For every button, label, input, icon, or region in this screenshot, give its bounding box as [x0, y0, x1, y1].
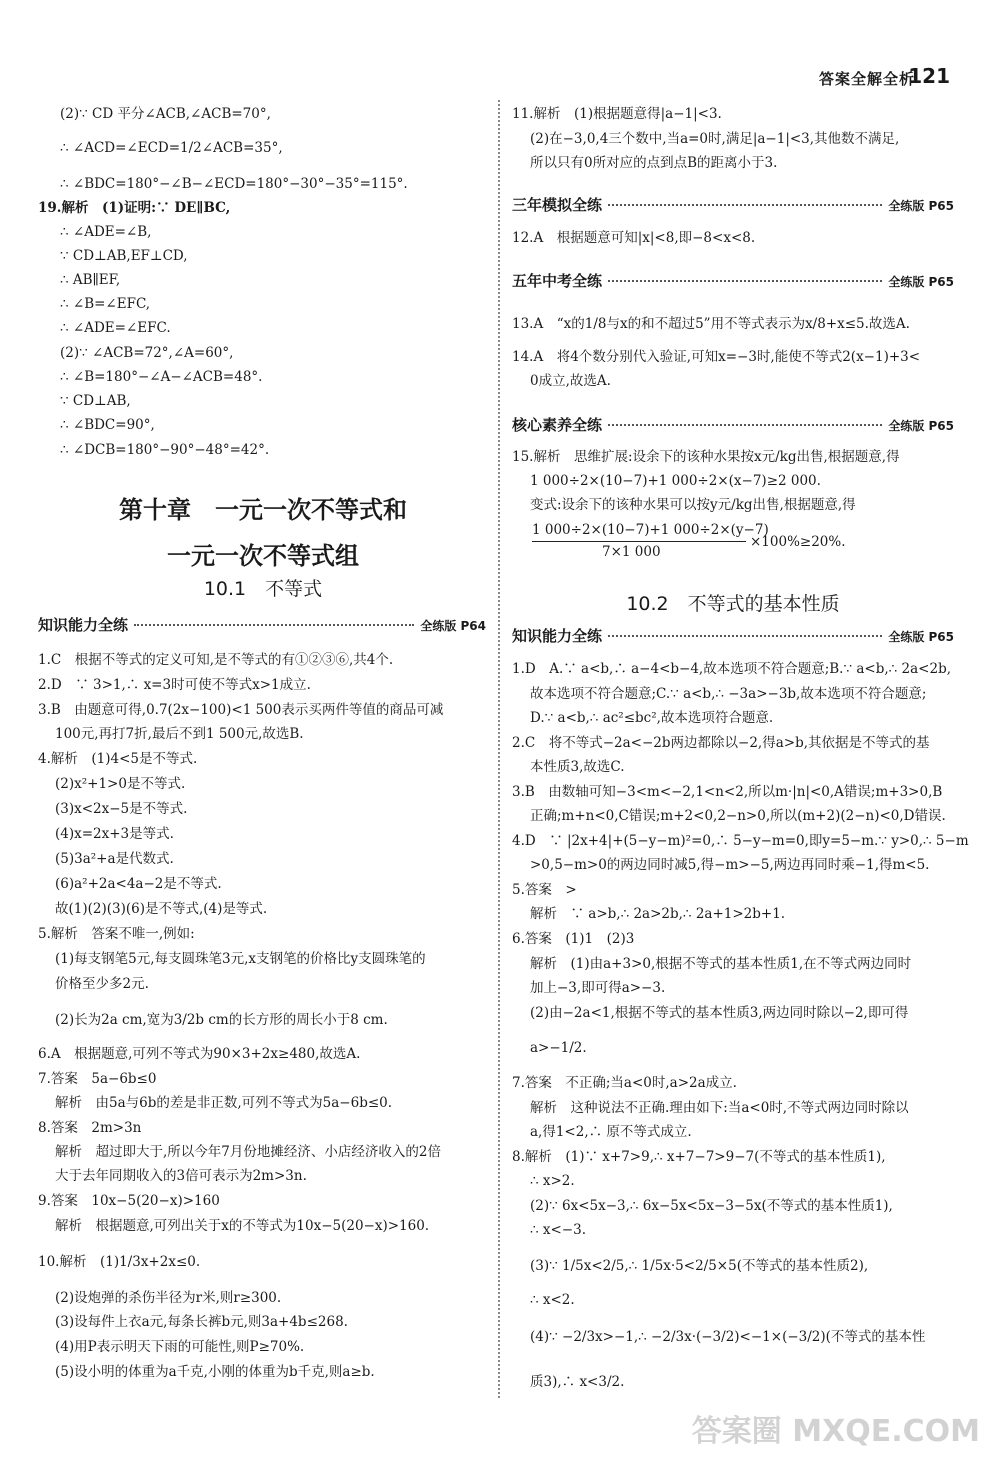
answer-line: 故本选项不符合题意;C.∵ a<b,∴ −3a>−3b,故本选项不符合题意; [530, 686, 927, 702]
answer-line: 100元,再打7折,最后不到1 500元,故选B. [55, 726, 304, 742]
answer-line: 解析 超过即大于,所以今年7月份地摊经济、小店经济收入的2倍 [55, 1144, 441, 1160]
answer-line: 3.B 由数轴可知−3<m<−2,1<n<2,所以m·|n|<0,A错误;m+3>0,B [512, 784, 943, 800]
answer-line: 加上−3,即可得a>−3. [530, 980, 666, 996]
section-title: 10.2 不等式的基本性质 [626, 593, 840, 615]
answer-line: ∴ x<2. [530, 1292, 575, 1308]
text-line: (2)∵ ∠ACB=72°,∠A=60°, [60, 345, 234, 361]
section-bar [38, 614, 486, 635]
answer-line: >0,5−m>0的两边同时减5,得−m>−5,两边再同时乘−1,得m<5. [530, 857, 930, 873]
section-bar [512, 194, 954, 215]
header-title: 答案全解全析 [818, 70, 915, 88]
section-bar [512, 414, 954, 435]
dotted-leader [608, 635, 882, 637]
answer-line: 4.D ∵ |2x+4|+(5−y−m)²=0,∴ 5−y−m=0,即y=5−m.∵ y>0,∴ 5−m [512, 833, 969, 849]
fraction-denominator: 7×1 000 [602, 544, 661, 560]
chapter-title-line2: 一元一次不等式组 [167, 542, 359, 570]
answer-line: (2)长为2a cm,宽为3/2b cm的长方形的周长小于8 cm. [55, 1012, 388, 1028]
column-divider [498, 100, 500, 1398]
section-bar-label: 知识能力全练 [512, 627, 603, 645]
chapter-title-line1: 第十章 一元一次不等式和 [119, 496, 407, 524]
answer-line: 解析 (1)由a+3>0,根据不等式的基本性质1,在不等式两边同时 [530, 956, 912, 972]
text-line: ∴ AB∥EF, [60, 272, 121, 288]
answer-line: 4.解析 (1)4<5是不等式. [38, 751, 198, 767]
text-line: ∴ ∠ADE=∠B, [60, 224, 152, 240]
answer-line: (4)x=2x+3是等式. [55, 826, 174, 842]
answer-line: 6.答案 (1)1 (2)3 [512, 931, 635, 947]
dotted-leader [608, 204, 882, 206]
watermark: 答案圈 MXQE.COM [691, 1414, 980, 1449]
answer-line: 7.答案 不正确;当a<0时,a>2a成立. [512, 1075, 737, 1091]
text-line: ∴ ∠B=∠EFC, [60, 296, 151, 312]
answer-line: ∴ x>2. [530, 1173, 575, 1189]
answer-line: 2.D ∵ 3>1,∴ x=3时可使不等式x>1成立. [38, 677, 311, 693]
answer-line: (2)设炮弹的杀伤半径为r米,则r≥300. [55, 1290, 282, 1306]
text-line: (2)∵ CD 平分∠ACB,∠ACB=70°, [60, 106, 271, 122]
page-number: 121 [908, 64, 950, 88]
answer-line: 11.解析 (1)根据题意得|a−1|<3. [512, 106, 722, 122]
section-bar-edition: 全练版 P65 [888, 275, 954, 289]
answer-line: a>−1/2. [530, 1040, 587, 1056]
fraction-tail: ×100%≥20%. [750, 534, 846, 550]
answer-line: 5.答案 > [512, 882, 577, 898]
answer-line: 质3),∴ x<3/2. [530, 1374, 625, 1390]
answer-line: 解析 ∵ a>b,∴ 2a>2b,∴ 2a+1>2b+1. [530, 906, 786, 922]
answer-line: 13.A “x的1/8与x的和不超过5”用不等式表示为x/8+x≤5.故选A. [512, 316, 910, 332]
answer-line: D.∵ a<b,∴ ac²≤bc²,故本选项符合题意. [530, 710, 774, 726]
section-bar-edition: 全练版 P64 [420, 619, 486, 633]
answer-line: 变式:设余下的该种水果可以按y元/kg出售,根据题意,得 [530, 497, 856, 513]
answer-line: 本性质3,故选C. [530, 759, 625, 775]
answer-line: 3.B 由题意可得,0.7(2x−100)<1 500表示买两件等值的商品可减 [38, 702, 444, 718]
answer-line: 价格至少多2元. [55, 976, 149, 992]
answer-line: 大于去年同期收入的3倍可表示为2m>3n. [55, 1168, 307, 1184]
section-bar-label: 五年中考全练 [512, 272, 603, 290]
section-bar-edition: 全练版 P65 [888, 199, 954, 213]
text-line: ∴ ∠ADE=∠EFC. [60, 320, 171, 336]
answer-line: 8.答案 2m>3n [38, 1120, 142, 1136]
answer-line: 1 000÷2×(10−7)+1 000÷2×(x−7)≥2 000. [530, 473, 821, 489]
answer-line: 正确;m+n<0,C错误;m+2<0,2−n>0,所以(m+2)(2−n)<0,D错误. [530, 808, 946, 824]
answer-line: (5)设小明的体重为a千克,小刚的体重为b千克,则a≥b. [55, 1364, 375, 1380]
answer-line: 15.解析 思维扩展:设余下的该种水果按x元/kg出售,根据题意,得 [512, 449, 900, 465]
answer-line: 所以只有0所对应的点到点B的距离小于3. [530, 155, 778, 171]
text-line: ∵ CD⊥AB, [60, 393, 131, 409]
answer-line: (2)∵ 6x<5x−3,∴ 6x−5x<5x−3−5x(不等式的基本性质1), [530, 1198, 893, 1214]
answer-line: 5.解析 答案不唯一,例如: [38, 926, 195, 942]
text-line: ∴ ∠DCB=180°−90°−48°=42°. [60, 442, 270, 458]
answer-line: (2)由−2a<1,根据不等式的基本性质3,两边同时除以−2,即可得 [530, 1005, 909, 1021]
answer-line: (6)a²+2a<4a−2是不等式. [55, 876, 222, 892]
answer-line: (1)每支钢笔5元,每支圆珠笔3元,x支钢笔的价格比y支圆珠笔的 [55, 951, 426, 967]
dotted-leader [608, 280, 882, 282]
dotted-leader [608, 424, 882, 426]
answer-line: 1.C 根据不等式的定义可知,是不等式的有①②③⑥,共4个. [38, 652, 394, 668]
section-bar-edition: 全练版 P65 [888, 419, 954, 433]
fraction-numerator: 1 000÷2×(10−7)+1 000÷2×(y−7) [532, 522, 769, 538]
answer-line: 解析 根据题意,可列出关于x的不等式为10x−5(20−x)>160. [55, 1218, 430, 1234]
answer-line: 解析 这种说法不正确.理由如下:当a<0时,不等式两边同时除以 [530, 1100, 909, 1116]
answer-line: (5)3a²+a是代数式. [55, 851, 174, 867]
answer-line: (4)用P表示明天下雨的可能性,则P≥70%. [55, 1339, 305, 1355]
text-line: ∴ ∠ACD=∠ECD=1/2∠ACB=35°, [60, 140, 283, 156]
answer-line: (3)设每件上衣a元,每条长裤b元,则3a+4b≤268. [55, 1314, 348, 1330]
section-title: 10.1 不等式 [203, 578, 323, 600]
section-bar-label: 核心素养全练 [512, 416, 603, 434]
answer-line: 1.D A.∵ a<b,∴ a−4<b−4,故本选项不符合题意;B.∵ a<b,∴ 2a<2b, [512, 661, 952, 677]
text-line: ∴ ∠BDC=90°, [60, 417, 155, 433]
answer-line: 12.A 根据题意可知|x|<8,即−8<x<8. [512, 230, 756, 246]
answer-line: (2)在−3,0,4三个数中,当a=0时,满足|a−1|<3,其他数不满足, [530, 131, 900, 147]
section-bar-label: 知识能力全练 [38, 616, 129, 634]
section-bar [512, 270, 954, 291]
answer-line: 9.答案 10x−5(20−x)>160 [38, 1193, 220, 1209]
answer-line: (3)∵ 1/5x<2/5,∴ 1/5x·5<2/5×5(不等式的基本性质2), [530, 1258, 869, 1274]
section-bar-edition: 全练版 P65 [888, 630, 954, 644]
text-line: ∵ CD⊥AB,EF⊥CD, [60, 248, 188, 264]
answer-line: 2.C 将不等式−2a<−2b两边都除以−2,得a>b,其依据是不等式的基 [512, 735, 930, 751]
answer-line: 解析 由5a与6b的差是非正数,可列不等式为5a−6b≤0. [55, 1095, 393, 1111]
text-line: ∴ ∠B=180°−∠A−∠ACB=48°. [60, 369, 263, 385]
dotted-leader [134, 624, 414, 626]
section-bar-label: 三年模拟全练 [512, 196, 603, 214]
answer-line: 6.A 根据题意,可列不等式为90×3+2x≥480,故选A. [38, 1046, 361, 1062]
answer-line: (4)∵ −2/3x>−1,∴ −2/3x·(−3/2)<−1×(−3/2)(不等式的基本性 [530, 1329, 926, 1345]
answer-line: (3)x<2x−5是不等式. [55, 801, 188, 817]
section-bar [512, 625, 954, 646]
text-line: ∴ ∠BDC=180°−∠B−∠ECD=180°−30°−35°=115°. [60, 176, 408, 192]
answer-line: 7.答案 5a−6b≤0 [38, 1071, 157, 1087]
answer-line: 14.A 将4个数分别代入验证,可知x=−3时,能使不等式2(x−1)+3< [512, 349, 921, 365]
question-19: 19.解析 (1)证明:∵ DE∥BC, [38, 200, 231, 216]
answer-line: 10.解析 (1)1/3x+2x≤0. [38, 1254, 201, 1270]
answer-line: 故(1)(2)(3)(6)是不等式,(4)是等式. [55, 901, 268, 917]
answer-line: (2)x²+1>0是不等式. [55, 776, 186, 792]
answer-line: ∴ x<−3. [530, 1222, 586, 1238]
answer-line: 8.解析 (1)∵ x+7>9,∴ x+7−7>9−7(不等式的基本性质1), [512, 1149, 886, 1165]
answer-line: 0成立,故选A. [530, 373, 611, 389]
answer-line: a,得1<2,∴ 原不等式成立. [530, 1124, 692, 1140]
